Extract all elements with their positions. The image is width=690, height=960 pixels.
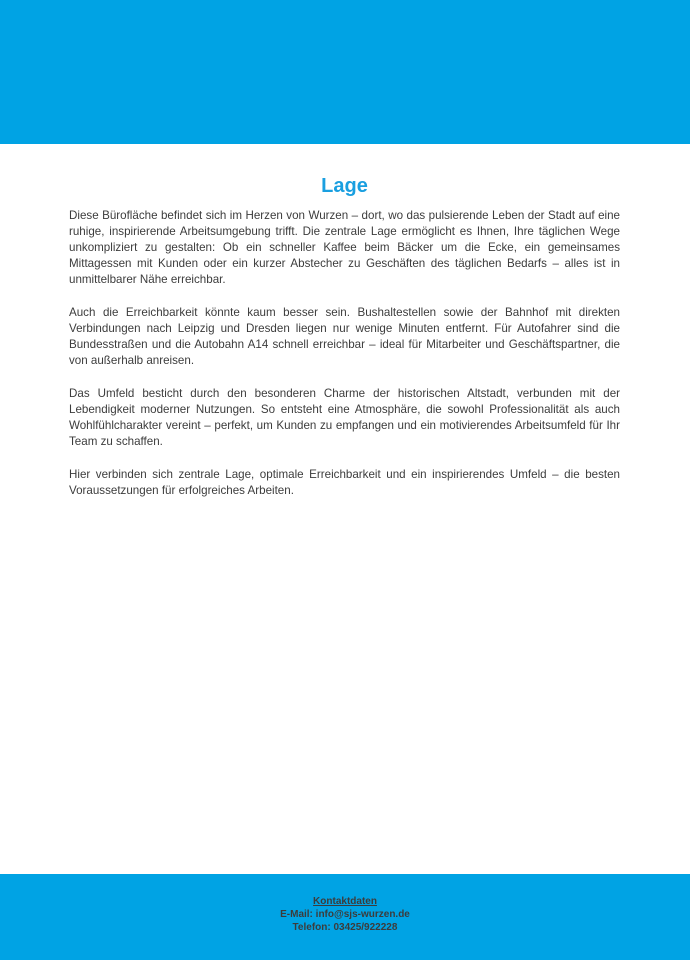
contact-block — [0, 895, 690, 934]
paragraph-summary: Hier verbinden sich zentrale Lage, optimale Erreichbarkeit und ein inspirierendes Umfeld – die besten Voraussetzungen für erfolgreiches Arbeiten. — [69, 468, 620, 497]
contact-heading: Kontaktdaten — [313, 896, 377, 907]
paragraph-accessibility: Auch die Erreichbarkeit könnte kaum besser sein. Bushaltestellen sowie der Bahnhof mit direkten Verbindungen nach Leipzig und Dresden liegen nur wenige Minuten entfernt. Für Autofahrer sind die Bundesstraßen und die Autobahn A14 schnell erreichbar – ideal für Mitarbeiter und Geschäftspartner, die von außerhalb anreisen. — [69, 306, 620, 367]
paragraph-surroundings: Das Umfeld besticht durch den besonderen Charme der historischen Altstadt, verbunden mit der Lebendigkeit moderner Nutzungen. So entsteht eine Atmosphäre, die sowohl Professionalität als auch Wohlfühlcharakter vereint – perfekt, um Kunden zu empfangen und ein motivierendes Arbeitsumfeld für Ihr Team zu schaffen. — [69, 387, 620, 448]
contact-phone[interactable]: Telefon: 03425/922228 — [292, 922, 398, 933]
page-title: Lage — [321, 175, 368, 197]
header-color-band — [0, 0, 690, 144]
main-content — [69, 174, 620, 516]
body-text — [69, 208, 620, 499]
contact-email[interactable]: E-Mail: info@sjs-wurzen.de — [280, 909, 410, 920]
paragraph-location: Diese Bürofläche befindet sich im Herzen von Wurzen – dort, wo das pulsierende Leben der Stadt auf eine ruhige, inspirierende Arbeitsumgebung trifft. Die zentrale Lage ermöglicht es Ihnen, Ihre täglichen Wege unkompliziert zu gestalten: Ob ein schneller Kaffee beim Bäcker um die Ecke, ein gemeinsames Mittagessen mit Kunden oder ein kurzer Abstecher zu Geschäften des täglichen Bedarfs – alles ist in unmittelbarer Nähe erreichbar. — [69, 209, 620, 286]
